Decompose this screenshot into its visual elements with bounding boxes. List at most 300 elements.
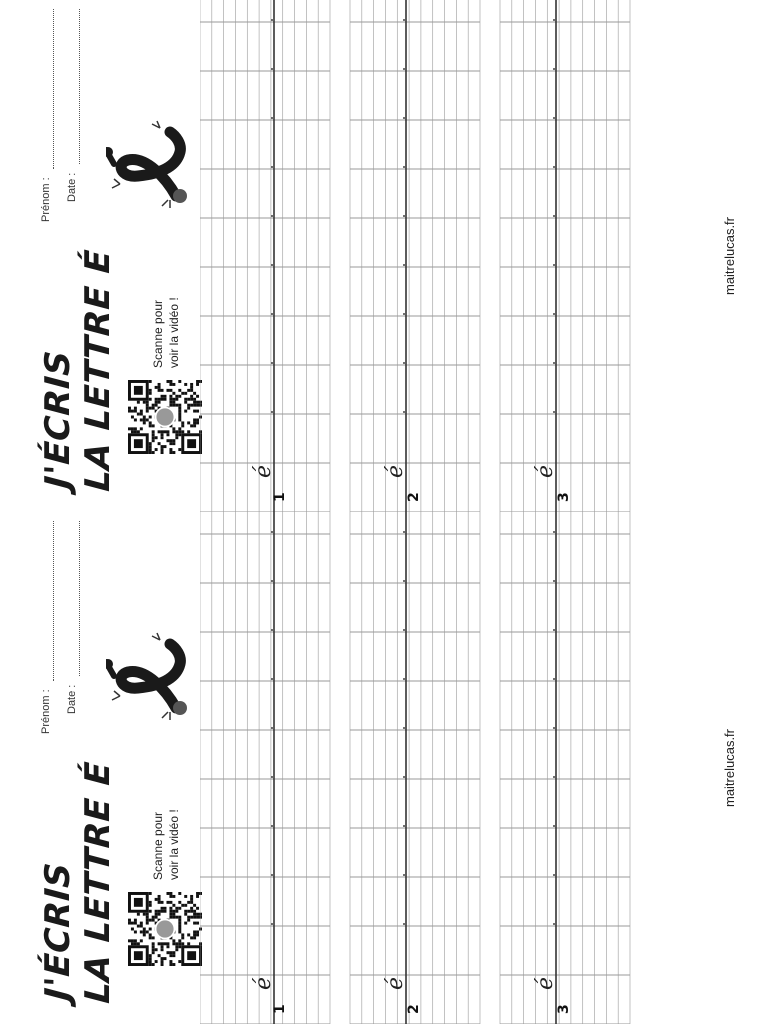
qr-module bbox=[161, 430, 164, 433]
qr-module bbox=[175, 942, 178, 945]
qr-module bbox=[178, 939, 181, 942]
qr-module bbox=[178, 433, 181, 436]
qr-module bbox=[166, 389, 169, 392]
worksheet-bottom bbox=[0, 512, 768, 1024]
qr-module bbox=[158, 398, 161, 401]
qr-module bbox=[155, 404, 158, 407]
qr-module bbox=[175, 395, 178, 398]
firstname-line[interactable] bbox=[53, 521, 54, 681]
qr-module bbox=[175, 433, 178, 436]
guide-dot bbox=[553, 166, 555, 168]
qr-module bbox=[137, 430, 140, 433]
qr-module bbox=[178, 960, 181, 963]
writing-grid[interactable] bbox=[200, 512, 760, 1024]
writing-grid[interactable] bbox=[200, 0, 760, 512]
page-title: J'ÉCRIS LA LETTRE É bbox=[38, 760, 118, 1005]
guide-dot bbox=[403, 19, 405, 21]
qr-module bbox=[158, 389, 161, 392]
guide-dot bbox=[271, 166, 273, 168]
qr-module bbox=[196, 421, 199, 424]
qr-module bbox=[169, 448, 172, 451]
qr-module bbox=[196, 895, 199, 898]
qr-module bbox=[196, 383, 199, 386]
qr-module bbox=[169, 398, 172, 401]
qr-module bbox=[152, 919, 155, 922]
qr-module bbox=[184, 910, 187, 913]
guide-dot bbox=[403, 313, 405, 315]
guide-dot bbox=[271, 215, 273, 217]
guide-dot bbox=[403, 874, 405, 876]
qr-module bbox=[178, 928, 181, 931]
guide-dot bbox=[403, 531, 405, 533]
qr-module bbox=[187, 407, 190, 410]
qr-module bbox=[169, 913, 172, 916]
qr-module bbox=[140, 922, 143, 925]
guide-dot bbox=[271, 19, 273, 21]
qr-module bbox=[178, 448, 181, 451]
footer-url[interactable]: maitrelucas.fr bbox=[722, 728, 737, 808]
qr-module bbox=[161, 436, 164, 439]
qr-module bbox=[187, 919, 190, 922]
qr-module bbox=[143, 401, 146, 404]
qr-module bbox=[190, 898, 193, 901]
guide-dot bbox=[553, 727, 555, 729]
qr-module bbox=[172, 398, 175, 401]
qr-module bbox=[164, 395, 167, 398]
qr-module bbox=[193, 913, 196, 916]
qr-module bbox=[137, 942, 140, 945]
qr-module bbox=[193, 916, 196, 919]
qr-module bbox=[149, 442, 152, 445]
guide-dot bbox=[403, 362, 405, 364]
guide-dot bbox=[553, 923, 555, 925]
qr-module bbox=[146, 913, 149, 916]
qr-module bbox=[175, 907, 178, 910]
qr-module bbox=[190, 404, 193, 407]
guide-dot bbox=[271, 411, 273, 413]
qr-module bbox=[181, 424, 184, 427]
guide-dot bbox=[271, 68, 273, 70]
qr-module bbox=[164, 907, 167, 910]
qr-module bbox=[152, 936, 155, 939]
qr-module bbox=[172, 939, 175, 942]
qr-module bbox=[196, 933, 199, 936]
qr-finder-center bbox=[134, 439, 143, 448]
qr-module bbox=[149, 954, 152, 957]
trace-letter: é bbox=[251, 464, 276, 478]
qr-module bbox=[169, 451, 172, 454]
qr-module bbox=[178, 892, 181, 895]
guide-dot bbox=[403, 629, 405, 631]
qr-module bbox=[158, 898, 161, 901]
qr-module bbox=[196, 395, 199, 398]
qr-module bbox=[155, 916, 158, 919]
qr-module bbox=[158, 383, 161, 386]
qr-module bbox=[134, 407, 137, 410]
qr-module bbox=[146, 919, 149, 922]
qr-module bbox=[169, 389, 172, 392]
qr-module bbox=[196, 404, 199, 407]
qr-module bbox=[155, 398, 158, 401]
qr-module bbox=[172, 916, 175, 919]
firstname-label: Prénom : bbox=[40, 177, 52, 222]
qr-module bbox=[137, 413, 140, 416]
qr-module bbox=[172, 963, 175, 966]
qr-module bbox=[149, 960, 152, 963]
row-number-3: 3 bbox=[556, 1004, 572, 1014]
qr-module bbox=[193, 421, 196, 424]
trace-letter: é bbox=[383, 464, 408, 478]
qr-module bbox=[184, 398, 187, 401]
qr-module bbox=[172, 442, 175, 445]
guide-dot bbox=[553, 825, 555, 827]
qr-module bbox=[146, 916, 149, 919]
qr-module bbox=[140, 427, 143, 430]
qr-module bbox=[178, 919, 181, 922]
qr-module bbox=[166, 901, 169, 904]
qr-module bbox=[172, 895, 175, 898]
qr-finder-center bbox=[187, 439, 196, 448]
qr-module bbox=[166, 380, 169, 383]
guide-dot bbox=[403, 166, 405, 168]
qr-module bbox=[149, 928, 152, 931]
qr-module bbox=[196, 913, 199, 916]
qr-module bbox=[161, 948, 164, 951]
qr-module bbox=[187, 916, 190, 919]
qr-module bbox=[128, 410, 131, 413]
qr-module bbox=[134, 942, 137, 945]
qr-module bbox=[152, 407, 155, 410]
qr-module bbox=[169, 383, 172, 386]
guide-dot bbox=[553, 215, 555, 217]
qr-module bbox=[184, 895, 187, 898]
qr-module bbox=[149, 424, 152, 427]
qr-module bbox=[169, 404, 172, 407]
qr-module bbox=[134, 410, 137, 413]
qr-module bbox=[187, 389, 190, 392]
qr-module bbox=[152, 945, 155, 948]
qr-module bbox=[134, 430, 137, 433]
qr-module bbox=[166, 942, 169, 945]
qr-module bbox=[149, 398, 152, 401]
qr-module bbox=[178, 430, 181, 433]
qr-module bbox=[187, 942, 190, 945]
qr-module bbox=[172, 427, 175, 430]
worksheet-content bbox=[0, 512, 768, 1024]
qr-module bbox=[190, 910, 193, 913]
qr-module bbox=[131, 430, 134, 433]
qr-module bbox=[164, 398, 167, 401]
qr-module bbox=[140, 930, 143, 933]
qr-module bbox=[161, 910, 164, 913]
qr-module bbox=[155, 386, 158, 389]
qr-module bbox=[181, 904, 184, 907]
qr-module bbox=[169, 439, 172, 442]
qr-module bbox=[161, 942, 164, 945]
qr-module bbox=[131, 922, 134, 925]
qr-module bbox=[175, 945, 178, 948]
guide-dot bbox=[271, 923, 273, 925]
qr-module bbox=[152, 948, 155, 951]
guide-dot bbox=[403, 117, 405, 119]
qr-module bbox=[169, 901, 172, 904]
qr-module bbox=[164, 942, 167, 945]
guide-dot bbox=[271, 313, 273, 315]
qr-module bbox=[149, 392, 152, 395]
guide-dot bbox=[553, 117, 555, 119]
qr-module bbox=[166, 951, 169, 954]
qr-module bbox=[190, 424, 193, 427]
qr-module bbox=[155, 913, 158, 916]
qr-module bbox=[193, 392, 196, 395]
guide-dot bbox=[553, 776, 555, 778]
qr-module bbox=[158, 895, 161, 898]
qr-module bbox=[152, 451, 155, 454]
guide-dot bbox=[403, 264, 405, 266]
qr-module bbox=[158, 954, 161, 957]
qr-module bbox=[134, 922, 137, 925]
qr-module bbox=[149, 919, 152, 922]
qr-module bbox=[196, 380, 199, 383]
guide-dot bbox=[403, 727, 405, 729]
qr-module bbox=[134, 418, 137, 421]
firstname-line[interactable] bbox=[53, 9, 54, 169]
row-number-1: 1 bbox=[272, 1004, 288, 1014]
footer-url[interactable]: maitrelucas.fr bbox=[722, 216, 737, 296]
qr-module bbox=[158, 942, 161, 945]
qr-module bbox=[181, 430, 184, 433]
qr-code[interactable] bbox=[128, 380, 202, 454]
qr-module bbox=[149, 448, 152, 451]
qr-module bbox=[184, 392, 187, 395]
qr-module bbox=[184, 383, 187, 386]
qr-module bbox=[149, 901, 152, 904]
row-number-2: 2 bbox=[406, 492, 422, 502]
guide-dot bbox=[271, 776, 273, 778]
qr-module bbox=[184, 401, 187, 404]
guide-dot bbox=[553, 68, 555, 70]
guide-dot bbox=[271, 678, 273, 680]
qr-module bbox=[172, 954, 175, 957]
qr-module bbox=[196, 930, 199, 933]
qr-caption: Scanne pour voir la vidéo ! bbox=[151, 297, 181, 368]
qr-module bbox=[172, 383, 175, 386]
qr-module bbox=[134, 939, 137, 942]
qr-module bbox=[166, 430, 169, 433]
qr-caption: Scanne pour voir la vidéo ! bbox=[151, 809, 181, 880]
page-title: J'ÉCRIS LA LETTRE É bbox=[38, 248, 118, 493]
qr-module bbox=[155, 948, 158, 951]
qr-module bbox=[193, 936, 196, 939]
qr-code[interactable] bbox=[128, 892, 202, 966]
qr-module bbox=[178, 404, 181, 407]
qr-module bbox=[193, 404, 196, 407]
qr-module bbox=[178, 418, 181, 421]
row-number-2: 2 bbox=[406, 1004, 422, 1014]
trace-letter: é bbox=[251, 976, 276, 990]
qr-module bbox=[131, 410, 134, 413]
qr-module bbox=[143, 930, 146, 933]
qr-module bbox=[149, 933, 152, 936]
qr-module bbox=[158, 386, 161, 389]
qr-module bbox=[187, 404, 190, 407]
qr-module bbox=[178, 410, 181, 413]
qr-module bbox=[175, 948, 178, 951]
qr-module bbox=[172, 910, 175, 913]
qr-module bbox=[146, 930, 149, 933]
guide-dot bbox=[553, 874, 555, 876]
qr-module bbox=[196, 907, 199, 910]
qr-finder-center bbox=[134, 951, 143, 960]
qr-module bbox=[178, 395, 181, 398]
guide-dot bbox=[553, 313, 555, 315]
qr-module bbox=[146, 418, 149, 421]
qr-module bbox=[161, 907, 164, 910]
qr-module bbox=[152, 942, 155, 945]
qr-module bbox=[155, 448, 158, 451]
qr-module bbox=[161, 945, 164, 948]
qr-module bbox=[140, 418, 143, 421]
qr-finder-center bbox=[187, 951, 196, 960]
guide-dot bbox=[553, 264, 555, 266]
qr-module bbox=[128, 427, 131, 430]
qr-module bbox=[172, 401, 175, 404]
guide-dot bbox=[403, 825, 405, 827]
qr-module bbox=[155, 436, 158, 439]
qr-module bbox=[175, 436, 178, 439]
qr-module bbox=[193, 424, 196, 427]
guide-dot bbox=[271, 531, 273, 533]
qr-module bbox=[131, 416, 134, 419]
qr-module bbox=[172, 942, 175, 945]
qr-module bbox=[190, 895, 193, 898]
qr-module bbox=[152, 404, 155, 407]
qr-module bbox=[193, 910, 196, 913]
qr-module bbox=[149, 421, 152, 424]
qr-finder-center bbox=[134, 898, 143, 907]
guide-dot bbox=[403, 678, 405, 680]
qr-module bbox=[196, 401, 199, 404]
qr-module bbox=[161, 448, 164, 451]
qr-module bbox=[187, 398, 190, 401]
qr-module bbox=[161, 389, 164, 392]
qr-module bbox=[169, 895, 172, 898]
qr-module bbox=[190, 916, 193, 919]
qr-module bbox=[187, 430, 190, 433]
firstname-label: Prénom : bbox=[40, 689, 52, 734]
qr-module bbox=[190, 936, 193, 939]
qr-module bbox=[169, 380, 172, 383]
qr-logo bbox=[156, 408, 175, 427]
qr-module bbox=[181, 421, 184, 424]
qr-module bbox=[161, 901, 164, 904]
qr-module bbox=[149, 904, 152, 907]
qr-module bbox=[149, 389, 152, 392]
qr-module bbox=[178, 922, 181, 925]
qr-module bbox=[152, 424, 155, 427]
qr-module bbox=[181, 942, 184, 945]
qr-module bbox=[161, 451, 164, 454]
qr-module bbox=[161, 433, 164, 436]
qr-module bbox=[187, 901, 190, 904]
qr-module bbox=[152, 951, 155, 954]
qr-module bbox=[178, 907, 181, 910]
qr-module bbox=[131, 939, 134, 942]
qr-module bbox=[161, 445, 164, 448]
qr-module bbox=[169, 892, 172, 895]
qr-module bbox=[149, 451, 152, 454]
guide-dot bbox=[403, 215, 405, 217]
date-line[interactable] bbox=[79, 9, 80, 164]
qr-module bbox=[152, 916, 155, 919]
trace-letter: é bbox=[533, 976, 558, 990]
qr-module bbox=[134, 427, 137, 430]
qr-module bbox=[161, 960, 164, 963]
qr-module bbox=[169, 907, 172, 910]
qr-module bbox=[187, 910, 190, 913]
qr-module bbox=[196, 418, 199, 421]
qr-module bbox=[143, 928, 146, 931]
qr-module bbox=[172, 439, 175, 442]
qr-module bbox=[196, 410, 199, 413]
qr-module bbox=[184, 904, 187, 907]
qr-module bbox=[190, 389, 193, 392]
qr-module bbox=[172, 430, 175, 433]
date-label: Date : bbox=[66, 172, 78, 202]
qr-module bbox=[196, 892, 199, 895]
qr-module bbox=[178, 389, 181, 392]
qr-module bbox=[178, 416, 181, 419]
qr-module bbox=[149, 910, 152, 913]
letter-model-icon bbox=[106, 118, 206, 218]
qr-module bbox=[143, 913, 146, 916]
qr-module bbox=[158, 913, 161, 916]
qr-module bbox=[169, 401, 172, 404]
guide-dot bbox=[403, 411, 405, 413]
qr-module bbox=[178, 380, 181, 383]
qr-module bbox=[149, 407, 152, 410]
row-number-3: 3 bbox=[556, 492, 572, 502]
qr-module bbox=[128, 939, 131, 942]
qr-module bbox=[146, 922, 149, 925]
qr-module bbox=[193, 398, 196, 401]
qr-module bbox=[190, 907, 193, 910]
qr-module bbox=[172, 904, 175, 907]
qr-module bbox=[166, 439, 169, 442]
qr-module bbox=[193, 418, 196, 421]
row-number-1: 1 bbox=[272, 492, 288, 502]
qr-module bbox=[161, 963, 164, 966]
qr-module bbox=[161, 395, 164, 398]
qr-module bbox=[181, 392, 184, 395]
guide-dot bbox=[553, 580, 555, 582]
qr-module bbox=[149, 416, 152, 419]
guide-dot bbox=[553, 19, 555, 21]
guide-dot bbox=[271, 825, 273, 827]
qr-module bbox=[140, 410, 143, 413]
guide-dot bbox=[553, 629, 555, 631]
qr-module bbox=[164, 445, 167, 448]
qr-module bbox=[152, 436, 155, 439]
qr-module bbox=[149, 445, 152, 448]
qr-module bbox=[158, 401, 161, 404]
qr-module bbox=[187, 421, 190, 424]
qr-module bbox=[175, 430, 178, 433]
qr-module bbox=[178, 945, 181, 948]
date-line[interactable] bbox=[79, 521, 80, 676]
qr-module bbox=[137, 401, 140, 404]
qr-module bbox=[152, 433, 155, 436]
